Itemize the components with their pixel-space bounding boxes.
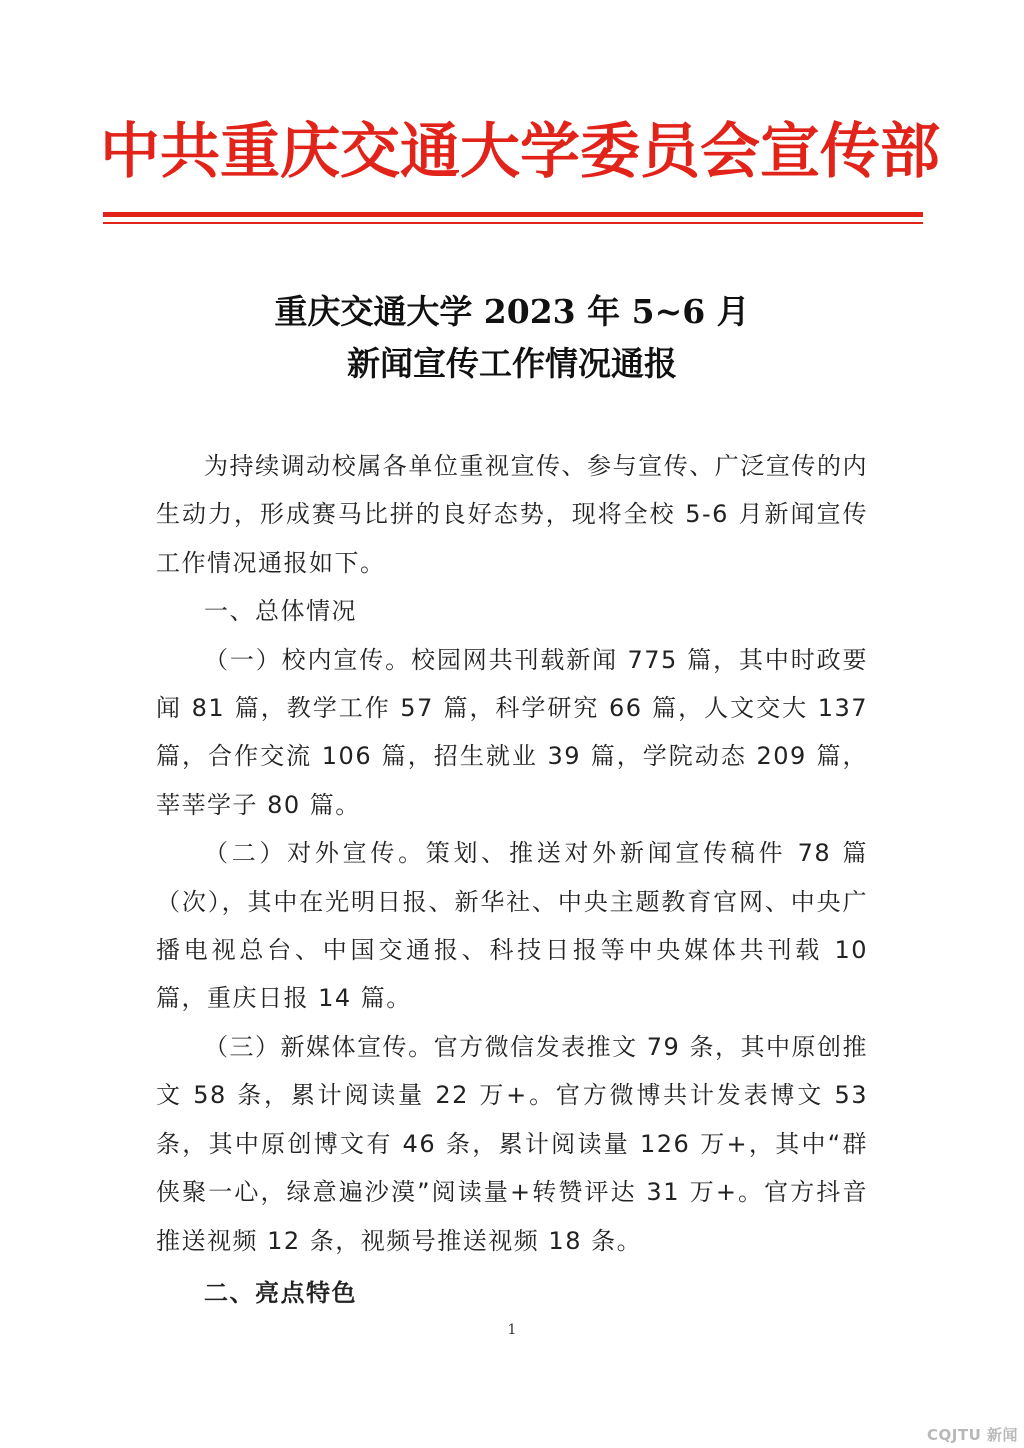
watermark-text: CQJTU 新闻 [927,1426,1018,1444]
document-title-line-2: 新闻宣传工作情况通报 [347,344,677,383]
paragraph-external-publicity: （二）对外宣传。策划、推送对外新闻宣传稿件 78 篇（次），其中在光明日报、新华社、中央主题教育官网、中央广播电视总台、中国交通报、科技日报等中央媒体共刊载 10 篇，重庆日报 14 篇。 [156,839,868,1013]
section-heading-overview: 一、总体情况 [204,597,357,626]
letterhead-org-name: 中共重庆交通大学委员会宣传部 [100,117,940,187]
document-body [156,442,868,1317]
page-number: 1 [507,1322,517,1338]
intro-paragraph: 为持续调动校属各单位重视宣传、参与宣传、广泛宣传的内生动力，形成赛马比拼的良好态势，现将全校 5-6 月新闻宣传工作情况通报如下。 [156,452,868,577]
paragraph-new-media-publicity: （三）新媒体宣传。官方微信发表推文 79 条，其中原创推文 58 条，累计阅读量 22 万+。官方微博共计发表博文 53 条，其中原创博文有 46 条，累计阅读量 126 万+，其中“群侠聚一心，绿意遍沙漠”阅读量+转赞评达 31 万+。官方抖音推送视频 12 条，视频号推送视频 18 条。 [156,1032,868,1255]
paragraph-campus-publicity: （一）校内宣传。校园网共刊载新闻 775 篇，其中时政要闻 81 篇，教学工作 57 篇，科学研究 66 篇，人文交大 137 篇，合作交流 106 篇，招生就业 39 篇，学院动态 209 篇，莘莘学子 80 篇。 [156,645,868,819]
letterhead-red-rule-thin [103,222,923,224]
section-heading-highlights: 二、亮点特色 [204,1278,357,1307]
letterhead-red-rule-thick [103,212,923,217]
document-title-line-1: 重庆交通大学 2023 年 5~6 月 [274,292,750,331]
